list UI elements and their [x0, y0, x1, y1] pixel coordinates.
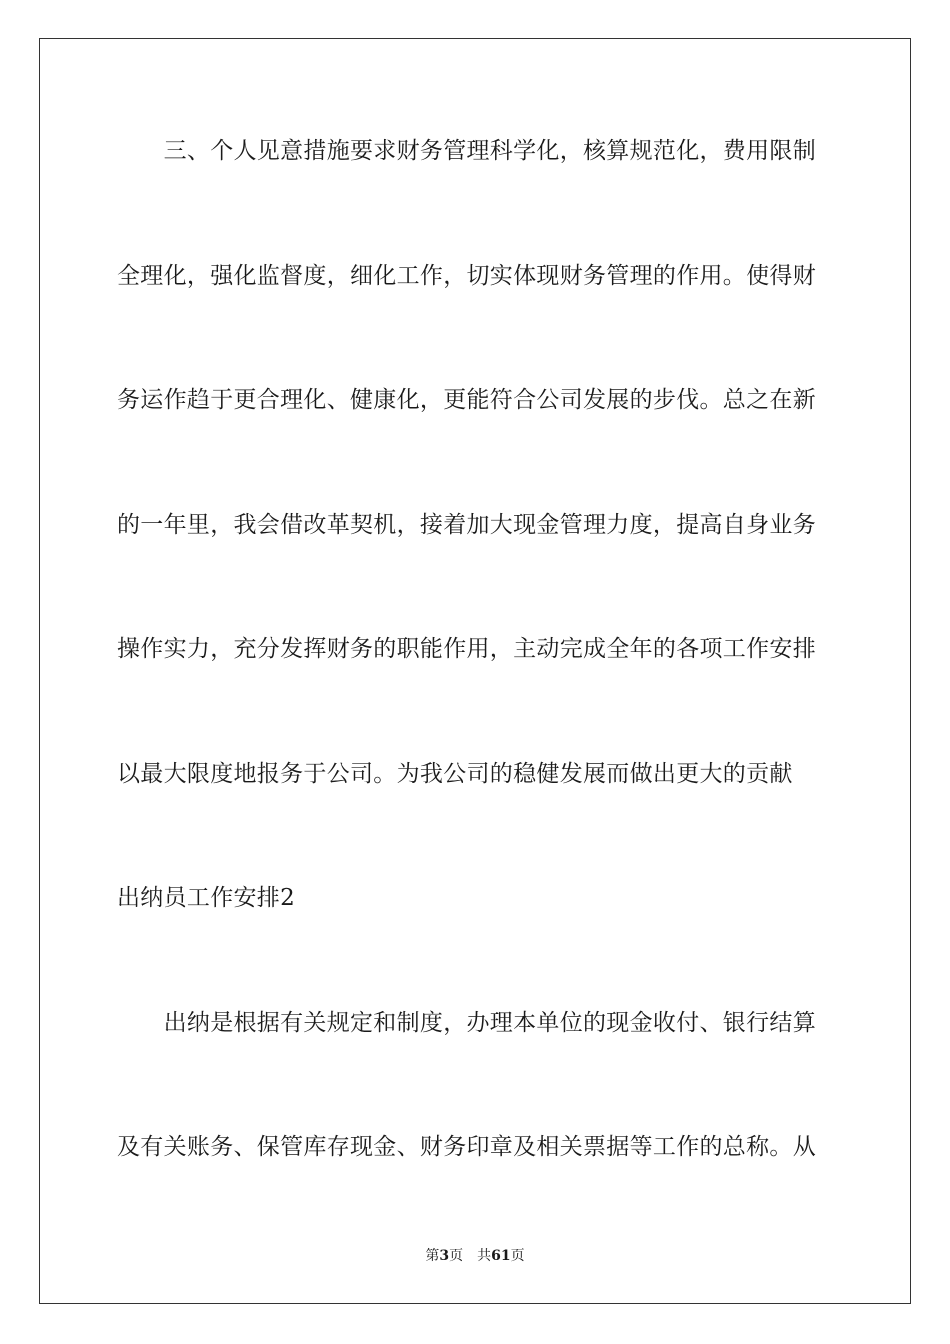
page-footer: [0, 1247, 950, 1265]
paragraph-line: 的一年里，我会借改革契机，接着加大现金管理力度，提高自身业务: [117, 512, 816, 538]
total-pages: 61: [491, 1248, 511, 1264]
paragraph-line: 三、个人见意措施要求财务管理科学化，核算规范化，费用限制: [117, 138, 816, 164]
page-suffix: 页: [449, 1248, 464, 1264]
section-heading: 出纳员工作安排2: [117, 885, 296, 911]
paragraph-line: 出纳是根据有关规定和制度，办理本单位的现金收付、银行结算: [117, 1010, 816, 1036]
paragraph-line: 以最大限度地报务于公司。为我公司的稳健发展而做出更大的贡献: [117, 761, 793, 787]
total-suffix: 页: [510, 1248, 525, 1264]
page-border: [39, 38, 911, 1304]
paragraph-line: 及有关账务、保管库存现金、财务印章及相关票据等工作的总称。从: [117, 1134, 816, 1160]
page-number: 3: [439, 1248, 450, 1264]
total-prefix: 共: [477, 1248, 492, 1264]
paragraph-line: 务运作趋于更合理化、健康化，更能符合公司发展的步伐。总之在新: [117, 387, 816, 413]
paragraph-line: 全理化，强化监督度，细化工作，切实体现财务管理的作用。使得财: [117, 263, 816, 289]
paragraph-line: 操作实力，充分发挥财务的职能作用，主动完成全年的各项工作安排: [117, 636, 816, 662]
page-prefix: 第: [425, 1248, 440, 1264]
